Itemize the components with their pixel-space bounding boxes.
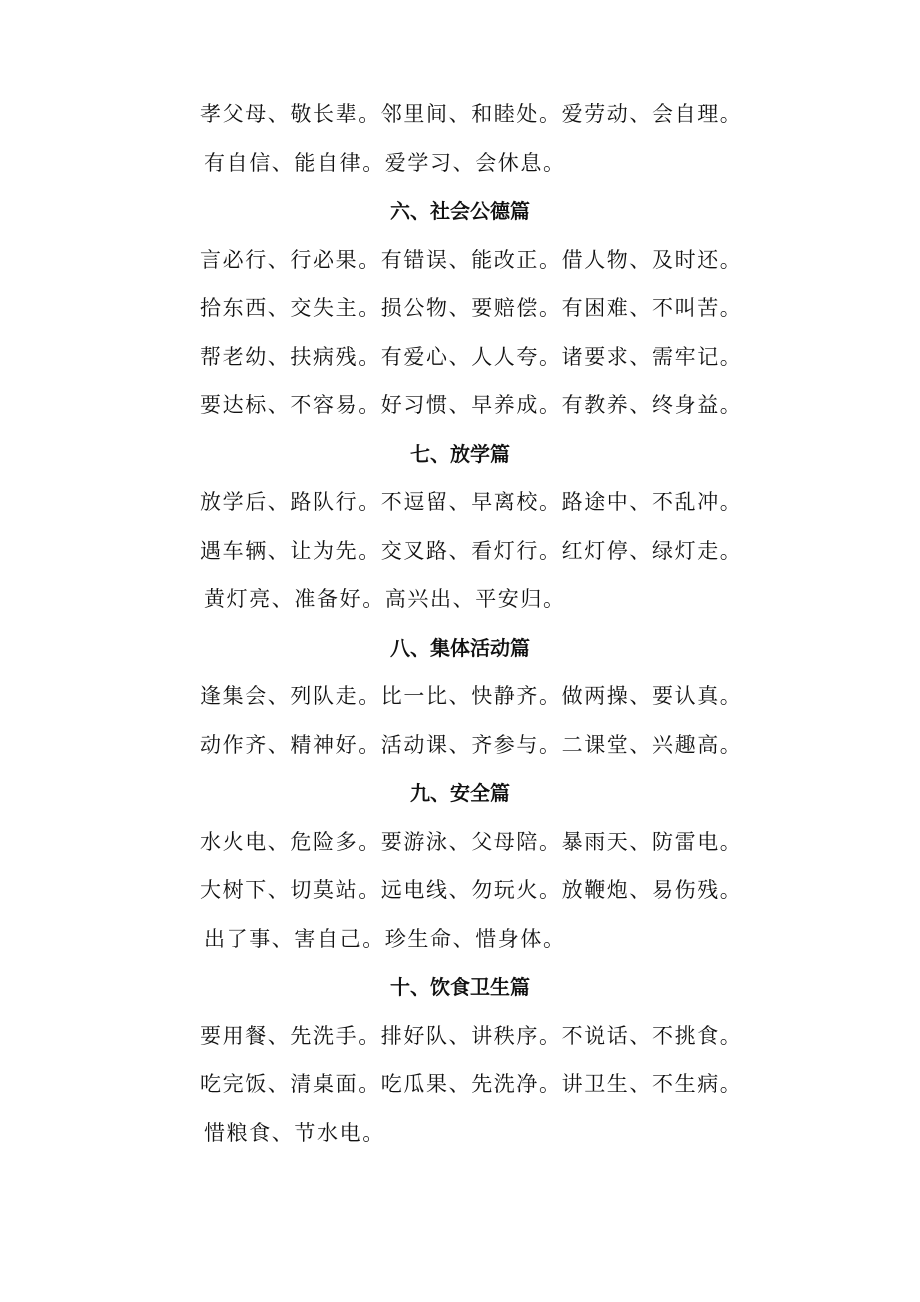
text-line: 动作齐、精神好。活动课、齐参与。二课堂、兴趣高。 — [200, 732, 743, 757]
text-line: 言必行、行必果。有错误、能改正。借人物、及时还。 — [200, 247, 743, 272]
text-line: 遇车辆、让为先。交叉路、看灯行。红灯停、绿灯走。 — [200, 538, 743, 563]
section-heading-group-activities: 八、集体活动篇 — [390, 635, 530, 660]
text-line: 放学后、路队行。不逗留、早离校。路途中、不乱冲。 — [200, 490, 743, 514]
text-line: 拾东西、交失主。损公物、要赔偿。有困难、不叫苦。 — [200, 296, 743, 320]
text-line: 水火电、危险多。要游泳、父母陪。暴雨天、防雷电。 — [200, 829, 743, 854]
text-line: 要用餐、先洗手。排好队、讲秩序。不说话、不挑食。 — [200, 1023, 743, 1048]
text-line: 出了事、害自己。珍生命、惜身体。 — [204, 926, 566, 951]
text-line: 有自信、能自律。爱学习、会休息。 — [204, 150, 566, 175]
text-line: 逢集会、列队走。比一比、快静齐。做两操、要认真。 — [200, 684, 743, 708]
text-line: 大树下、切莫站。远电线、勿玩火。放鞭炮、易伤残。 — [200, 878, 743, 902]
section-heading-social-ethics: 六、社会公德篇 — [390, 199, 530, 223]
text-line: 孝父母、敬长辈。邻里间、和睦处。爱劳动、会自理。 — [200, 102, 743, 126]
section-heading-safety: 九、安全篇 — [410, 781, 510, 805]
text-line: 吃完饭、清桌面。吃瓜果、先洗净。讲卫生、不生病。 — [200, 1072, 743, 1096]
text-line: 黄灯亮、准备好。高兴出、平安归。 — [204, 587, 566, 611]
text-line: 要达标、不容易。好习惯、早养成。有教养、终身益。 — [200, 393, 743, 417]
section-heading-food-hygiene: 十、饮食卫生篇 — [390, 975, 530, 999]
document-body — [200, 90, 743, 1157]
section-heading-after-school: 七、放学篇 — [410, 441, 510, 466]
text-line: 惜粮食、节水电。 — [204, 1120, 385, 1145]
text-line: 帮老幼、扶病残。有爱心、人人夸。诸要求、需牢记。 — [200, 344, 743, 369]
